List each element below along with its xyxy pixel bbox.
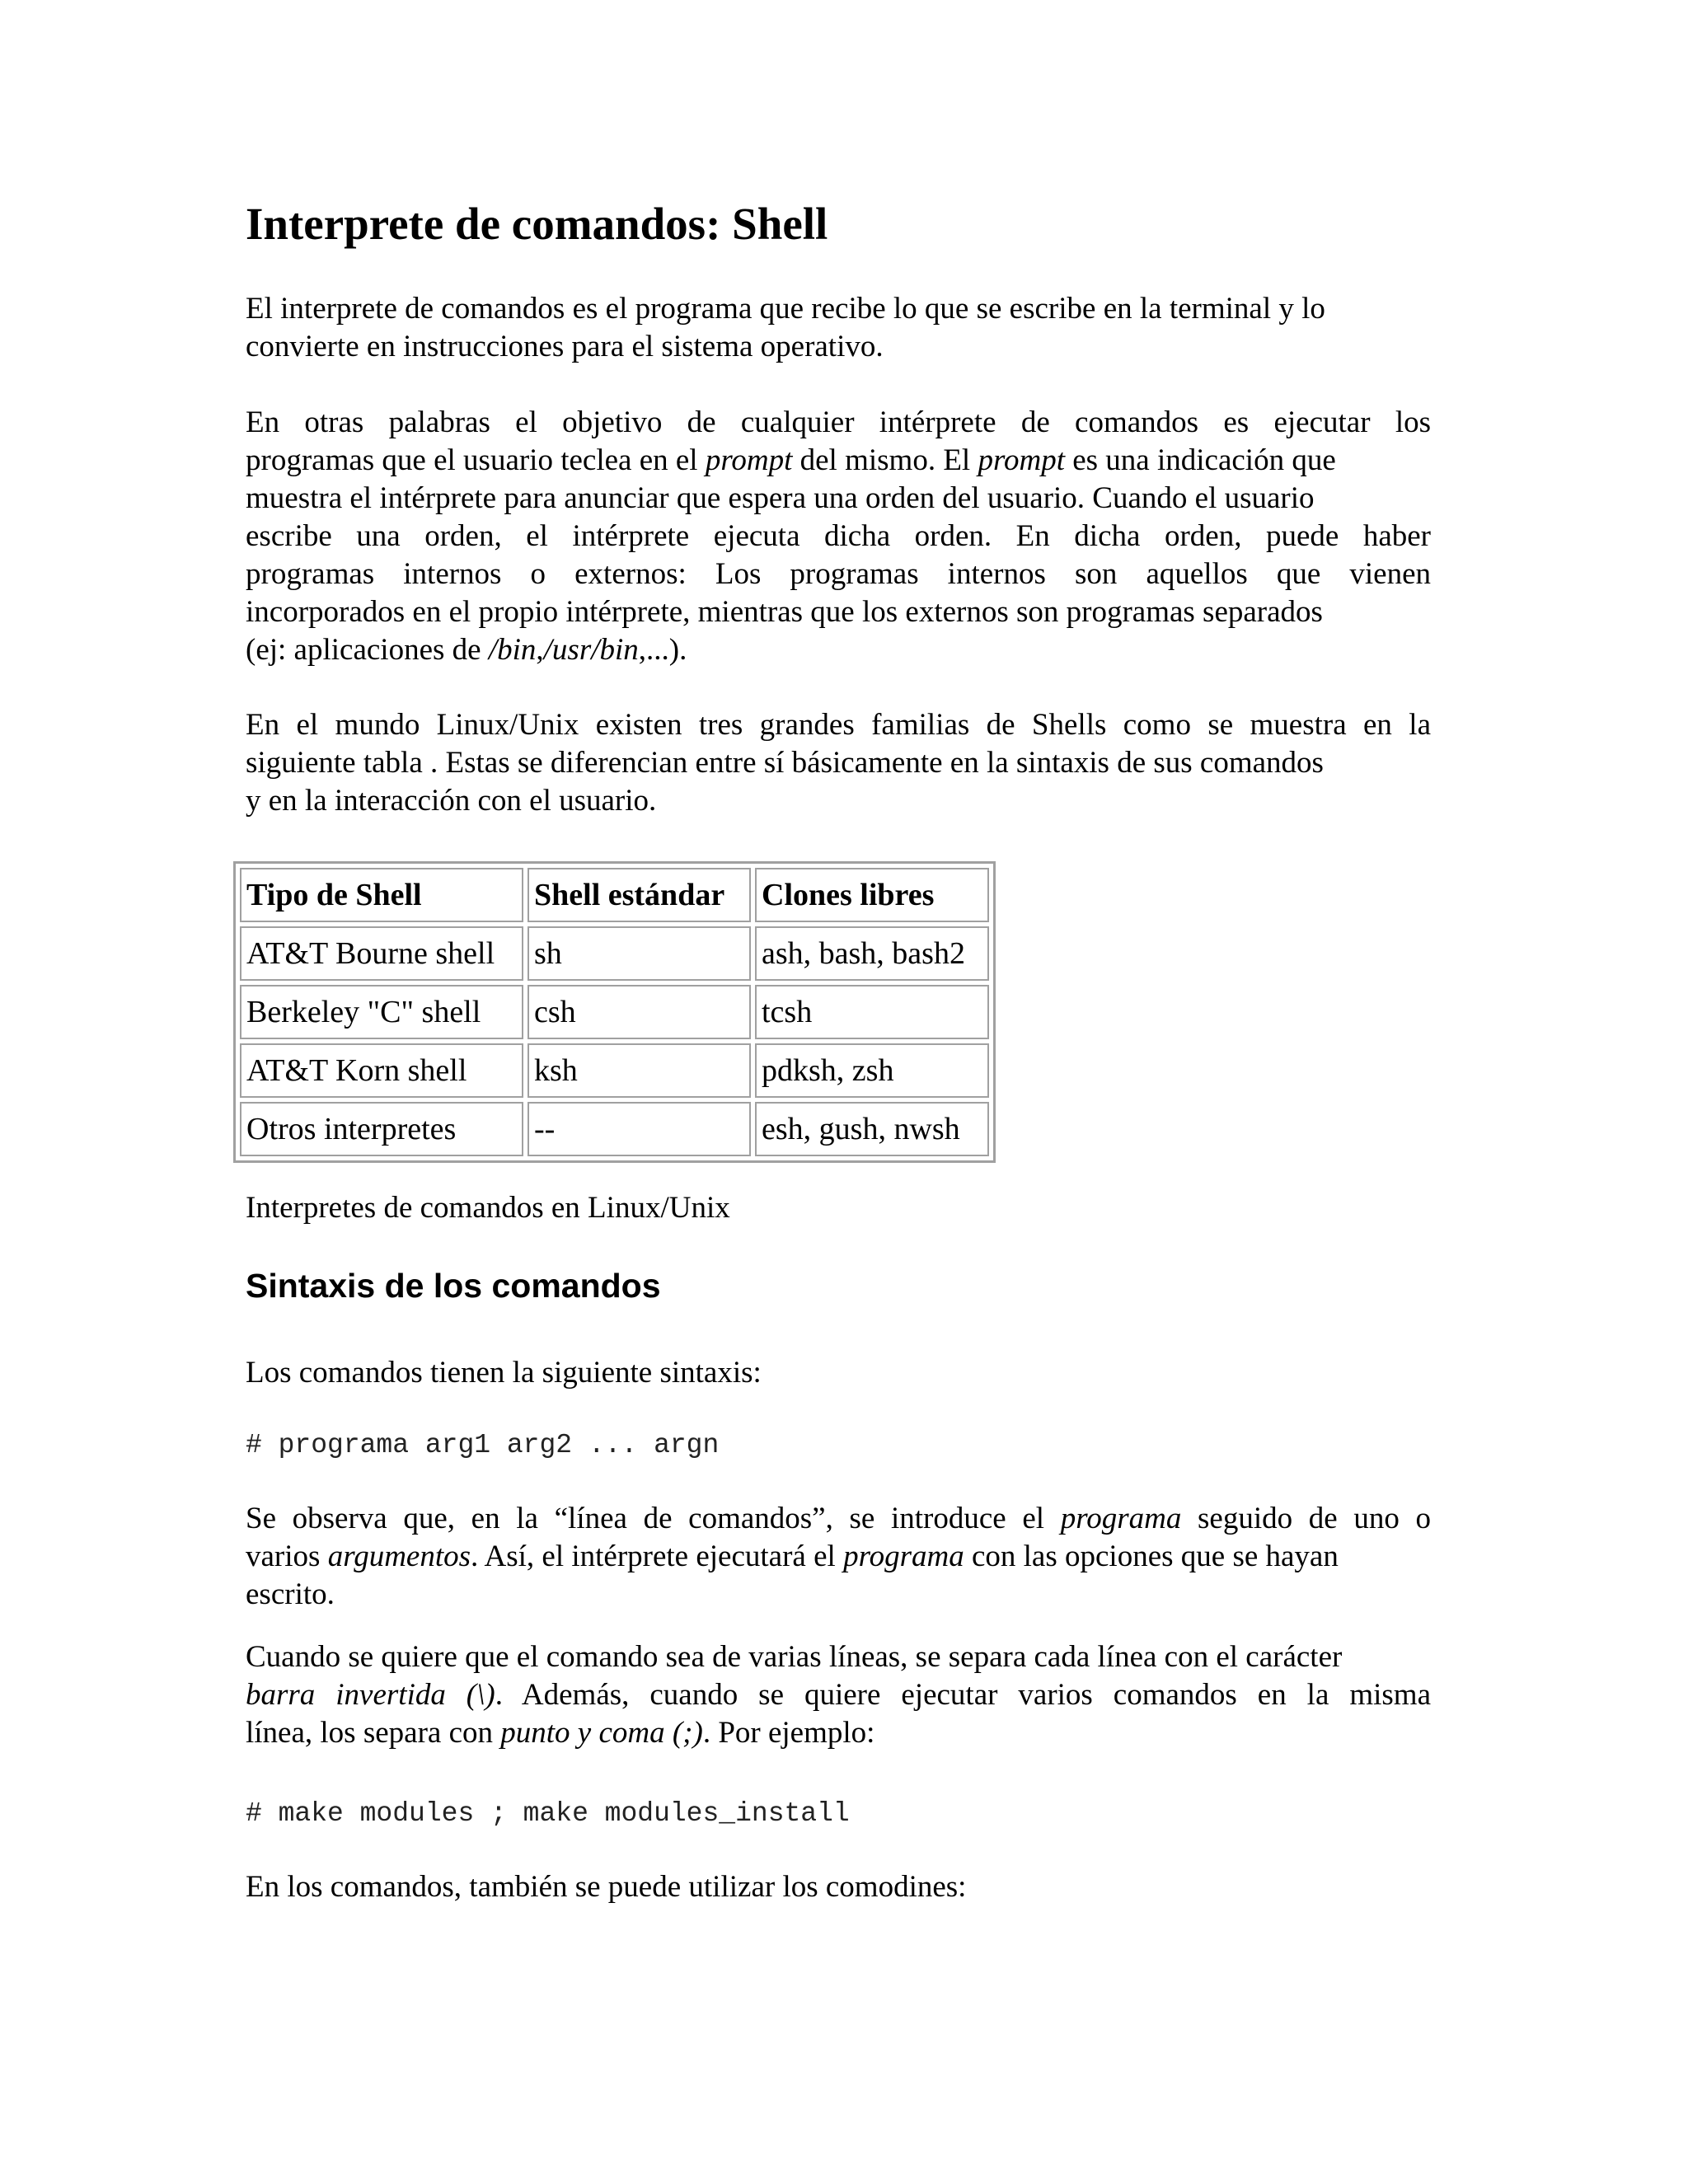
text-run: . Así, el intérprete ejecutará el [471, 1540, 844, 1573]
italic-term: prompt [978, 443, 1065, 477]
text-line [246, 631, 1431, 669]
text-line: siguiente tabla . Estas se diferencian entre sí básicamente en la sintaxis de sus comandos [246, 746, 1324, 780]
code-example: # make modules ; make modules_install [246, 1798, 850, 1829]
text-line: escribe una orden, el intérprete ejecuta dicha orden. En dicha orden, puede haber [246, 519, 1431, 553]
text-line [246, 1538, 1431, 1576]
table-row [240, 1102, 989, 1156]
code-example: # programa arg1 arg2 ... argn [246, 1430, 720, 1460]
table-header-row [240, 868, 989, 922]
text-line: incorporados en el propio intérprete, mientras que los externos son programas separados [246, 595, 1323, 629]
text-line: muestra el intérprete para anunciar que espera una orden del usuario. Cuando el usuario [246, 481, 1315, 515]
table-header-cell: Tipo de Shell [240, 868, 523, 922]
italic-term: argumentos [327, 1540, 471, 1573]
table-cell: ksh [528, 1043, 751, 1098]
italic-term: programa [843, 1540, 964, 1573]
text-line: y en la interacción con el usuario. [246, 784, 657, 818]
paragraph-intro [246, 290, 1431, 366]
italic-path: /bin [488, 633, 537, 667]
text-line [246, 1714, 1431, 1752]
table-cell: AT&T Bourne shell [240, 926, 523, 981]
table-header-cell: Clones libres [755, 868, 989, 922]
table-cell: tcsh [755, 985, 989, 1039]
text-line: En los comandos, también se puede utilizar los comodines: [246, 1870, 967, 1904]
table-caption [246, 1189, 1431, 1227]
table-row [240, 985, 989, 1039]
text-run: ,...). [638, 633, 687, 667]
table-cell: sh [528, 926, 751, 981]
text-run: , [536, 633, 544, 667]
italic-term: punto y coma (;) [500, 1716, 703, 1750]
text-run: con las opciones que se hayan [964, 1540, 1339, 1573]
table-cell: ash, bash, bash2 [755, 926, 989, 981]
text-line [246, 1500, 1431, 1538]
text-line: En otras palabras el objetivo de cualquier intérprete de comandos es ejecutar los [246, 405, 1431, 439]
table-row [240, 926, 989, 981]
text-run: programas que el usuario teclea en el [246, 443, 706, 477]
italic-path: /usr/bin [543, 633, 639, 667]
text-run: . Por ejemplo: [702, 1716, 875, 1750]
text-line [246, 442, 1431, 480]
text-run: (ej: aplicaciones de [246, 633, 489, 667]
paragraph-families [246, 706, 1431, 820]
italic-term: programa [1060, 1502, 1182, 1535]
table-cell: pdksh, zsh [755, 1043, 989, 1098]
table-cell: -- [528, 1102, 751, 1156]
paragraph-wildcards [246, 1868, 1431, 1906]
table-cell: AT&T Korn shell [240, 1043, 523, 1098]
text-line: programas internos o externos: Los programas internos son aquellos que vienen [246, 557, 1431, 591]
text-run: línea, los separa con [246, 1716, 501, 1750]
text-run: es una indicación que [1064, 443, 1336, 477]
text-run: seguido de uno o [1181, 1502, 1431, 1535]
table-cell: Otros interpretes [240, 1102, 523, 1156]
paragraph-explanation [246, 1500, 1431, 1614]
text-line: convierte en instrucciones para el sistema operativo. [246, 330, 884, 363]
text-run: Se observa que, en la “línea de comandos”, se introduce el [246, 1502, 1061, 1535]
italic-term: prompt [705, 443, 793, 477]
paragraph-multiline [246, 1638, 1431, 1752]
shell-table [233, 861, 996, 1163]
table-cell: csh [528, 985, 751, 1039]
paragraph-syntax [246, 1354, 1431, 1392]
table-header-cell: Shell estándar [528, 868, 751, 922]
text-line [246, 1676, 1431, 1714]
caption-text: Interpretes de comandos en Linux/Unix [246, 1191, 730, 1225]
table-cell: Berkeley "C" shell [240, 985, 523, 1039]
table-cell: esh, gush, nwsh [755, 1102, 989, 1156]
page-title: Interprete de comandos: Shell [246, 199, 828, 249]
table-row [240, 1043, 989, 1098]
text-run: . Además, cuando se quiere ejecutar varios comandos en la misma [495, 1678, 1431, 1712]
text-line: Cuando se quiere que el comando sea de varias líneas, se separa cada línea con el carácter [246, 1640, 1343, 1674]
text-run: del mismo. El [792, 443, 978, 477]
text-line: Los comandos tienen la siguiente sintaxis: [246, 1356, 762, 1390]
text-line: escrito. [246, 1577, 335, 1611]
italic-term: barra invertida (\) [246, 1678, 495, 1712]
paragraph-objective [246, 404, 1431, 669]
text-line: En el mundo Linux/Unix existen tres grandes familias de Shells como se muestra en la [246, 708, 1431, 742]
text-run: varios [246, 1540, 328, 1573]
section-title: Sintaxis de los comandos [246, 1267, 661, 1305]
text-line: El interprete de comandos es el programa que recibe lo que se escribe en la terminal y lo [246, 292, 1325, 326]
